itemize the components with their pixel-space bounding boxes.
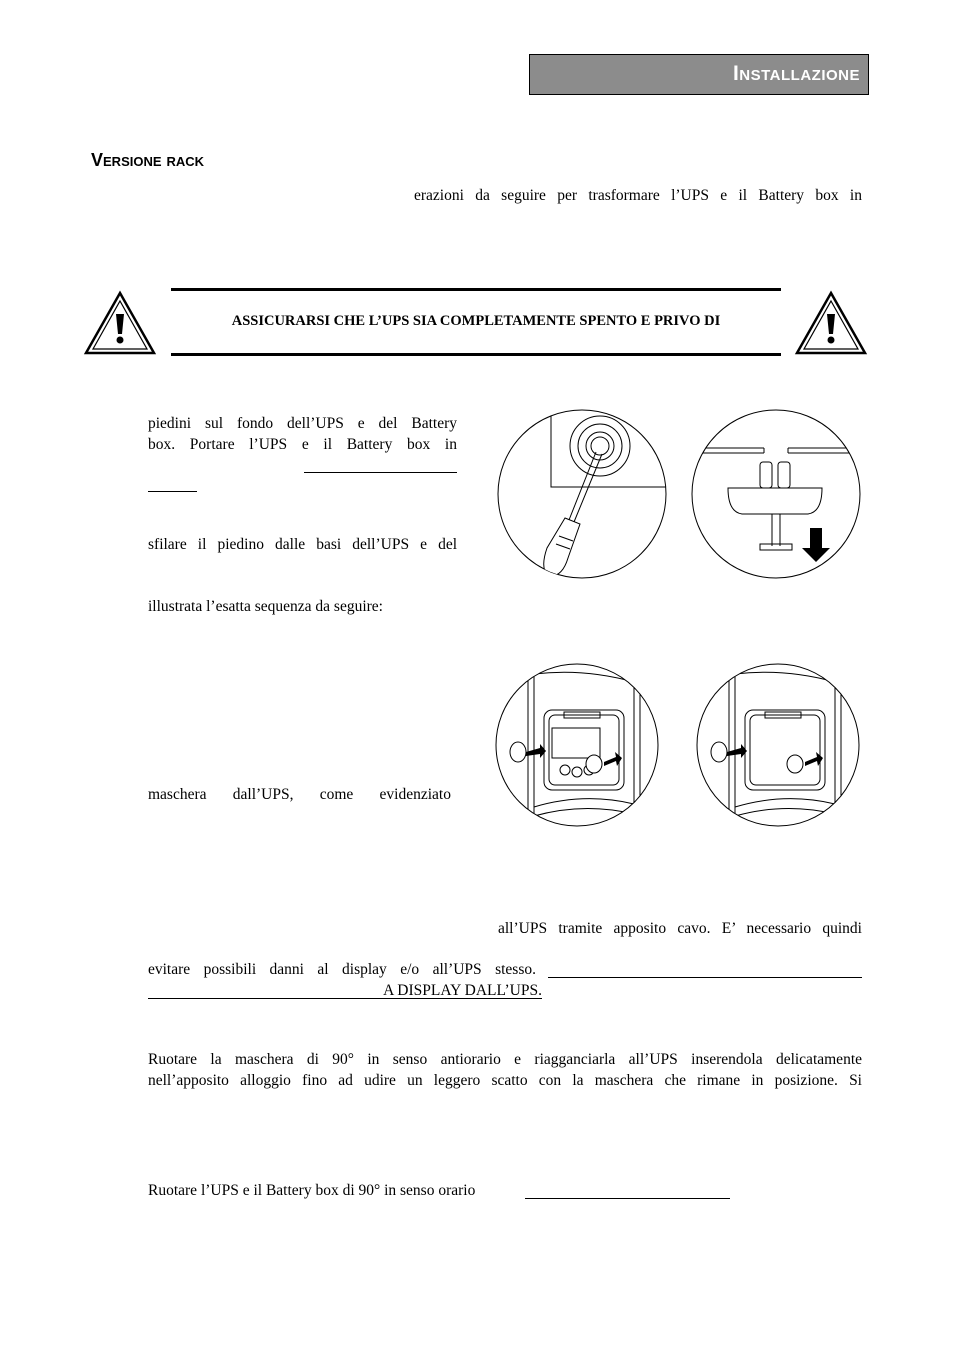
underline-blank (148, 491, 197, 492)
step5-line3: A DISPLAY DALL’UPS. (383, 982, 542, 999)
step7-line1: Ruotare l’UPS e il Battery box di 90° in senso orario (148, 1182, 476, 1199)
warning-text: ASSICURARSI CHE L’UPS SIA COMPLETAMENTE SPENTO E PRIVO DI (231, 313, 721, 329)
warning-triangle-icon (83, 290, 157, 356)
step5-line2: evitare possibili danni al display e/o all’UPS stesso. (148, 961, 536, 978)
header-banner (529, 54, 869, 95)
step5-line1: all’UPS tramite apposito cavo. E’ necessario quindi (498, 920, 862, 937)
warning-top-rule (171, 288, 781, 291)
step3-line1: illustrata l’esatta sequenza da seguire: (148, 598, 383, 615)
intro-text: erazioni da seguire per trasformare l’UPS e il Battery box in (414, 187, 862, 204)
underline-blank (525, 1198, 730, 1199)
step2-line1: sfilare il piedino dalle basi dell’UPS e del (148, 536, 457, 553)
warning-bottom-rule (171, 353, 781, 356)
underline-blank (304, 472, 457, 473)
step6-line1: Ruotare la maschera di 90° in senso antiorario e riagganciarla all’UPS inserendola delicatamente (148, 1051, 862, 1068)
step1-line2: box. Portare l’UPS e il Battery box in (148, 436, 457, 453)
step1-line1: piedini sul fondo dell’UPS e del Battery (148, 415, 457, 432)
underline-blank (548, 977, 862, 978)
step6-line2: nell’apposito alloggio fino ad udire un leggero scatto con la maschera che rimane in posizione. Si (148, 1072, 862, 1089)
header-title: Installazione (732, 62, 860, 85)
step4-line1: maschera dall’UPS, come evidenziato (148, 786, 451, 803)
section-title: Versione rack (91, 150, 205, 170)
warning-triangle-icon (794, 290, 868, 356)
display-mask-illustration (695, 662, 861, 828)
display-mask-illustration (494, 662, 660, 828)
foot-removal-illustration (690, 408, 862, 580)
screwdriver-foot-illustration (496, 408, 668, 580)
